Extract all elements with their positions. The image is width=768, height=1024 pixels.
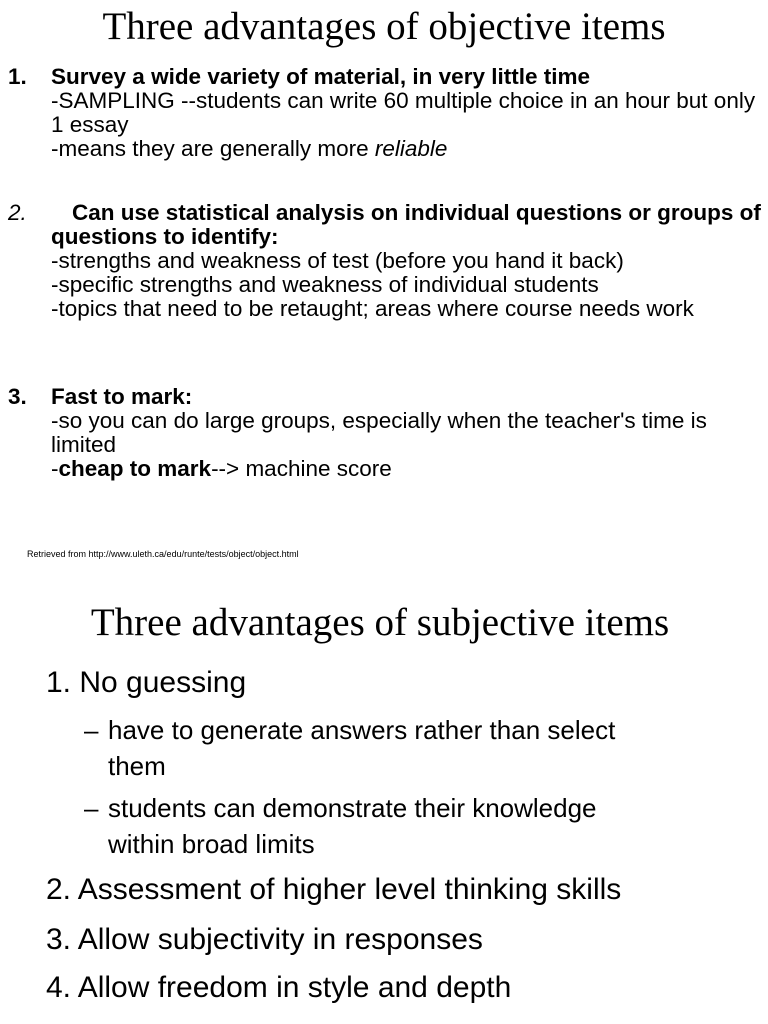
cheap-suffix: --> machine score [211, 456, 392, 481]
subjective-subitem [84, 790, 597, 862]
objective-item [0, 65, 768, 161]
citation: Retrieved from http://www.uleth.ca/edu/runte/tests/object/object.html [27, 549, 299, 559]
item-line: -topics that need to be retaught; areas where course needs work [51, 296, 694, 321]
objective-item [0, 201, 768, 321]
item-heading: Fast to mark: [51, 384, 193, 409]
cheap-prefix: - [51, 456, 59, 481]
item-line: -SAMPLING --students can write 60 multiple choice in an hour but only 1 essay [51, 88, 756, 137]
reliable-prefix: -means they are generally more [51, 136, 375, 161]
subitem-line: within broad limits [108, 829, 315, 859]
subjective-title: Three advantages of subjective items [90, 601, 670, 644]
dash-bullet: – [84, 793, 99, 823]
item-line: -specific strengths and weakness of individual students [51, 272, 599, 297]
subjective-item: 3. Allow subjectivity in responses [46, 923, 483, 956]
item-line: -strengths and weakness of test (before you hand it back) [51, 248, 624, 273]
item-line: -so you can do large groups, especially when the teacher's time is limited [51, 408, 707, 457]
item-line [51, 137, 763, 161]
item-number: 2. [8, 200, 27, 225]
subjective-subitem [84, 712, 615, 784]
reliable-word: reliable [374, 136, 448, 161]
subjective-item: 4. Allow freedom in style and depth [46, 971, 512, 1004]
subitem-line: students can demonstrate their knowledge [108, 793, 597, 823]
subjective-item: 2. Assessment of higher level thinking skills [46, 873, 622, 906]
item-heading: Can use statistical analysis on individual questions or groups of questions to identify: [51, 200, 761, 249]
subitem-line: have to generate answers rather than select [108, 715, 616, 745]
item-heading: Survey a wide variety of material, in very little time [51, 64, 590, 89]
dash-bullet: – [84, 715, 99, 745]
objective-item [0, 385, 768, 481]
cheap-bold: cheap to mark [58, 456, 212, 481]
objective-title: Three advantages of objective items [102, 5, 666, 48]
item-number: 1. [8, 64, 27, 89]
subitem-line: them [108, 751, 166, 781]
item-number: 3. [8, 384, 27, 409]
item-line [51, 457, 763, 481]
subjective-item: 1. No guessing [46, 666, 247, 699]
